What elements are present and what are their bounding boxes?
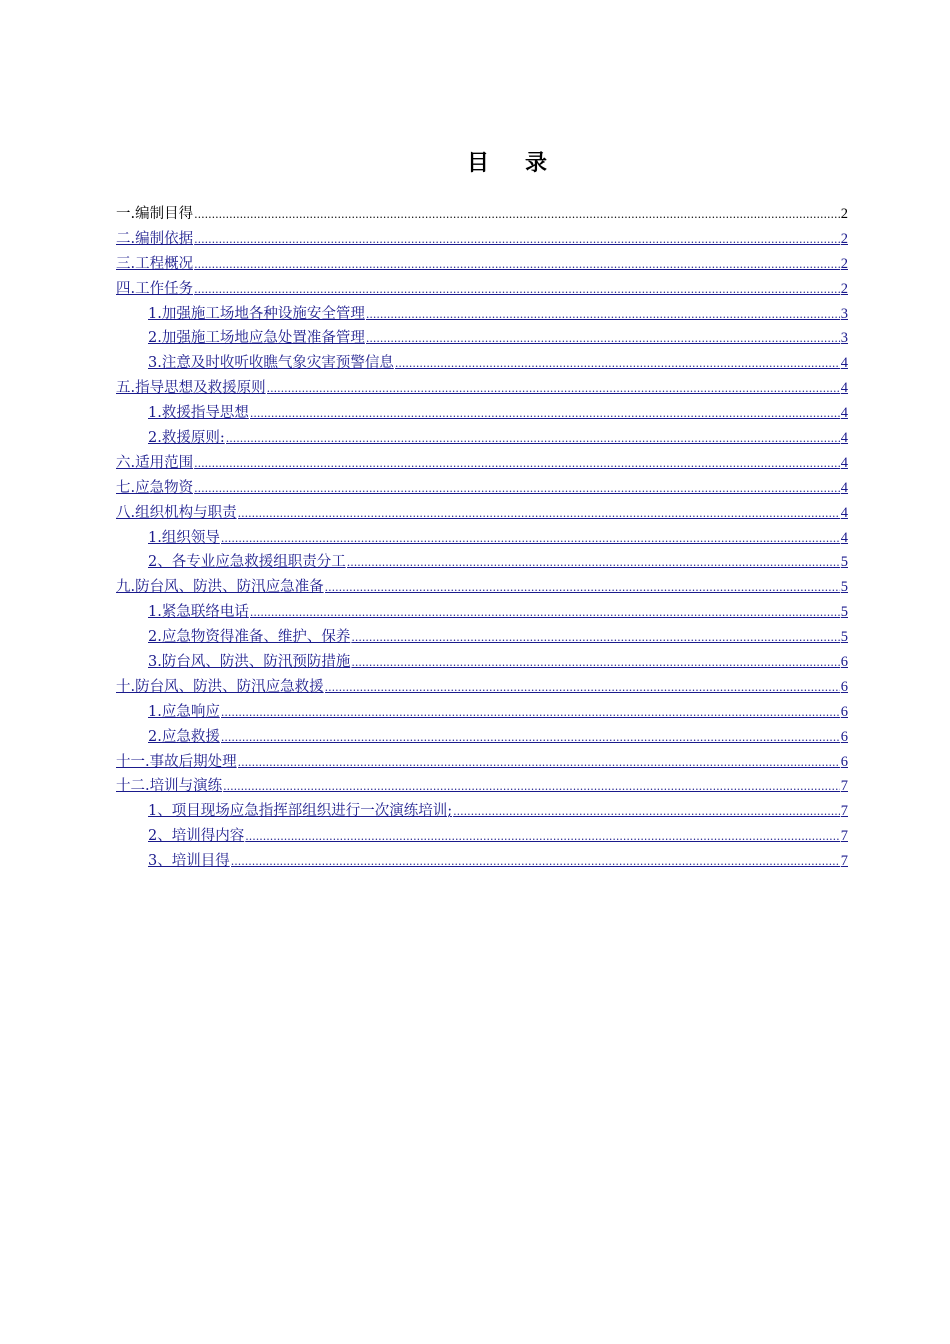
dot-leader (250, 402, 840, 426)
toc-entry[interactable] (116, 376, 848, 401)
dot-leader (267, 377, 840, 401)
toc-page-number: 2 (840, 230, 848, 247)
toc-entry-label: 十.防台风、防洪、防汛应急救援 (116, 678, 324, 695)
toc-page-number: 3 (840, 330, 848, 347)
toc-entry-label: 2.应急物资得准备、维护、保养 (148, 629, 351, 646)
toc-subentry[interactable] (116, 326, 848, 351)
dot-leader (351, 651, 839, 675)
toc-entry-label: 1.组织领导 (148, 529, 220, 546)
dot-leader (325, 576, 840, 600)
toc-title: 目录 (466, 150, 583, 176)
toc-entry-label: 3、培训目得 (148, 853, 230, 870)
toc-entry[interactable] (116, 575, 848, 600)
toc-entry[interactable] (116, 675, 848, 700)
toc-page-number: 6 (840, 753, 848, 770)
toc-page-number: 7 (840, 778, 848, 795)
dot-leader (194, 253, 840, 277)
toc-entry-label: 2、培训得内容 (148, 828, 245, 845)
toc-page-number: 7 (840, 828, 848, 845)
toc-page-number: 2 (840, 206, 848, 222)
toc-entry-label: 九.防台风、防洪、防汛应急准备 (116, 579, 324, 596)
toc-subentry[interactable] (116, 625, 848, 650)
toc-entry-label: 3.防台风、防洪、防汛预防措施 (148, 654, 351, 671)
toc-entry[interactable] (116, 451, 848, 476)
toc-page-number: 4 (840, 405, 848, 422)
toc-entry-label: 六.适用范围 (116, 454, 194, 471)
toc-page-number: 6 (840, 678, 848, 695)
toc-page-number: 5 (840, 629, 848, 646)
dot-leader (250, 601, 840, 625)
toc-page-number: 4 (840, 454, 848, 471)
toc-subentry[interactable] (116, 650, 848, 675)
toc-entry-label: 八.组织机构与职责 (116, 504, 237, 521)
toc-entry-label: 十二.培训与演练 (116, 778, 223, 795)
toc-subentry[interactable] (116, 849, 848, 874)
toc-entry-label: 四.工作任务 (116, 280, 194, 297)
dot-leader (238, 751, 840, 775)
toc-subentry[interactable] (116, 700, 848, 725)
dot-leader (221, 527, 840, 551)
toc-entry-label: 1.应急响应 (148, 703, 220, 720)
dot-leader (238, 502, 840, 526)
toc-page-number: 4 (840, 380, 848, 397)
toc-entry-label: 二.编制依据 (116, 230, 194, 247)
toc-page-number: 7 (840, 853, 848, 870)
dot-leader (351, 626, 839, 650)
toc-entry-label: 十一.事故后期处理 (116, 753, 237, 770)
toc-page-number: 5 (840, 579, 848, 596)
toc-entry-label: 1.救援指导思想 (148, 405, 249, 422)
toc-subentry[interactable] (116, 799, 848, 824)
toc-page-number: 3 (840, 305, 848, 322)
dot-leader (194, 452, 840, 476)
dot-leader (226, 427, 840, 451)
dot-leader (395, 352, 840, 376)
toc-entry[interactable] (116, 202, 848, 227)
dot-leader (366, 327, 840, 351)
dot-leader (194, 203, 840, 227)
dot-leader (223, 775, 840, 799)
dot-leader (231, 850, 840, 874)
toc-page-number: 5 (840, 554, 848, 571)
toc-entry[interactable] (116, 277, 848, 302)
toc-entry-label: 2、各专业应急救援组职责分工 (148, 554, 346, 571)
toc-subentry[interactable] (116, 526, 848, 551)
toc-entry-label: 一.编制目得 (116, 206, 194, 222)
dot-leader (453, 800, 840, 824)
toc-subentry[interactable] (116, 725, 848, 750)
toc-entry[interactable] (116, 252, 848, 277)
toc-entry-label: 2.加强施工场地应急处置准备管理 (148, 330, 365, 347)
toc-page-number: 4 (840, 529, 848, 546)
toc-page-number: 4 (840, 355, 848, 372)
toc-page-number: 6 (840, 703, 848, 720)
toc-subentry[interactable] (116, 550, 848, 575)
dot-leader (194, 477, 840, 501)
toc-page-number: 4 (840, 479, 848, 496)
toc-entry-label: 2.救援原则: (148, 430, 225, 447)
dot-leader (194, 228, 840, 252)
toc-entry-label: 1.紧急联络电话 (148, 604, 249, 621)
toc-subentry[interactable] (116, 600, 848, 625)
dot-leader (221, 726, 840, 750)
toc-entry-label: 1、项目现场应急指挥部组织进行一次演练培训; (148, 803, 453, 820)
table-of-contents (116, 202, 848, 874)
toc-page-number: 2 (840, 280, 848, 297)
toc-entry-label: 七.应急物资 (116, 479, 194, 496)
toc-entry[interactable] (116, 774, 848, 799)
toc-subentry[interactable] (116, 824, 848, 849)
dot-leader (245, 825, 840, 849)
toc-entry-label: 3.注意及时收听收瞧气象灾害预警信息 (148, 355, 394, 372)
toc-entry[interactable] (116, 476, 848, 501)
toc-subentry[interactable] (116, 302, 848, 327)
toc-entry[interactable] (116, 501, 848, 526)
toc-subentry[interactable] (116, 426, 848, 451)
dot-leader (366, 303, 840, 327)
toc-page-number: 2 (840, 255, 848, 272)
toc-subentry[interactable] (116, 401, 848, 426)
toc-entry-label: 1.加强施工场地各种设施安全管理 (148, 305, 365, 322)
toc-entry[interactable] (116, 227, 848, 252)
toc-page-number: 6 (840, 728, 848, 745)
toc-page-number: 4 (840, 430, 848, 447)
toc-page-number: 6 (840, 654, 848, 671)
dot-leader (194, 278, 840, 302)
toc-page-number: 4 (840, 504, 848, 521)
toc-entry-label: 五.指导思想及救援原则 (116, 380, 266, 397)
toc-page-number: 5 (840, 604, 848, 621)
toc-entry[interactable] (116, 750, 848, 775)
toc-subentry[interactable] (116, 351, 848, 376)
dot-leader (221, 701, 840, 725)
toc-entry-label: 2.应急救援 (148, 728, 220, 745)
toc-page-number: 7 (840, 803, 848, 820)
dot-leader (325, 676, 840, 700)
toc-entry-label: 三.工程概况 (116, 255, 194, 272)
dot-leader (347, 551, 840, 575)
